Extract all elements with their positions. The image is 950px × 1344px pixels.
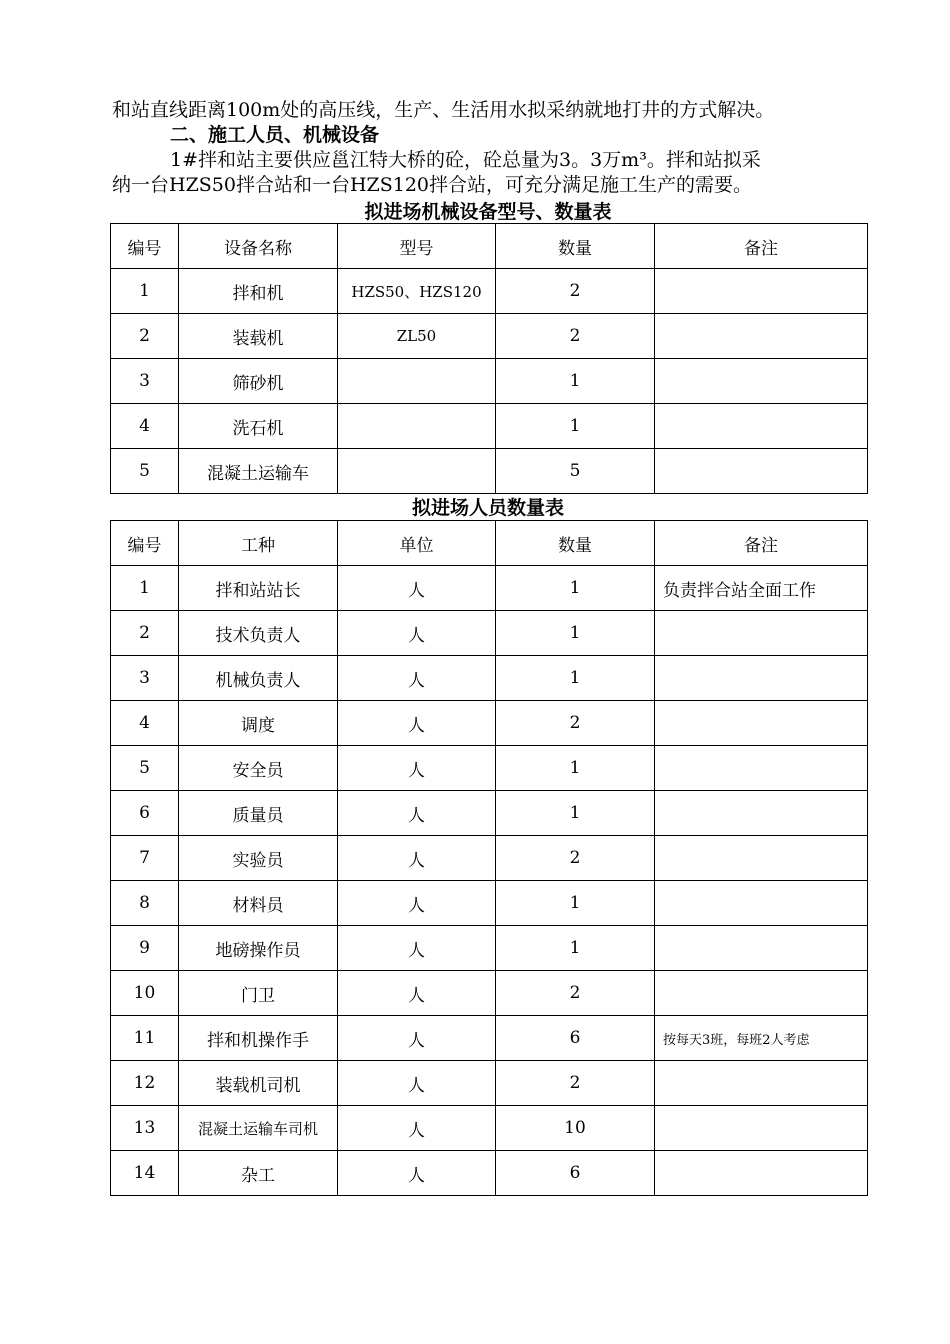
personnel-table xyxy=(110,520,868,1196)
header-cell: 单位 xyxy=(338,521,496,566)
paragraph-line-2: 纳一台HZS50拌合站和一台HZS120拌合站，可充分满足施工生产的需要。 xyxy=(112,174,753,196)
header-cell: 备注 xyxy=(655,224,868,269)
table-cell xyxy=(655,449,868,494)
header-cell: 型号 xyxy=(338,224,496,269)
intro-line: 和站直线距离100m处的高压线，生产、生活用水拟采纳就地打井的方式解决。 xyxy=(112,99,775,121)
table-cell: 1 xyxy=(496,404,655,449)
table-cell: 6 xyxy=(496,1016,655,1061)
table-cell xyxy=(655,1106,868,1151)
table-cell: 3 xyxy=(111,359,179,404)
table-cell: 1 xyxy=(496,566,655,611)
table-cell: 人 xyxy=(338,791,496,836)
table-cell: 5 xyxy=(111,449,179,494)
table-cell: 人 xyxy=(338,611,496,656)
header-cell: 数量 xyxy=(496,224,655,269)
personnel-table-header xyxy=(111,521,868,566)
table-cell: 2 xyxy=(111,314,179,359)
table-cell: 1 xyxy=(111,566,179,611)
table-cell: 人 xyxy=(338,1061,496,1106)
table-row xyxy=(111,701,868,746)
table-cell: 安全员 xyxy=(179,746,338,791)
table-cell: 拌和机 xyxy=(179,269,338,314)
table-cell: 门卫 xyxy=(179,971,338,1016)
table-cell: 1 xyxy=(111,269,179,314)
table-cell xyxy=(338,404,496,449)
header-cell: 编号 xyxy=(111,224,179,269)
table-cell xyxy=(655,656,868,701)
table-cell: 负责拌合站全面工作 xyxy=(655,566,868,611)
header-cell: 工种 xyxy=(179,521,338,566)
table-cell: ZL50 xyxy=(338,314,496,359)
header-cell: 备注 xyxy=(655,521,868,566)
table-cell: 技术负责人 xyxy=(179,611,338,656)
table-cell xyxy=(655,404,868,449)
table-cell: 5 xyxy=(496,449,655,494)
header-cell: 设备名称 xyxy=(179,224,338,269)
table-cell: 2 xyxy=(496,971,655,1016)
table-row xyxy=(111,1106,868,1151)
table-cell: 13 xyxy=(111,1106,179,1151)
paragraph-line-1: 1#拌和站主要供应邕江特大桥的砼，砼总量为3。3万m³。拌和站拟采 xyxy=(170,149,761,171)
table-row xyxy=(111,269,868,314)
table-row xyxy=(111,1061,868,1106)
table-cell: 人 xyxy=(338,1151,496,1196)
table-cell: 10 xyxy=(111,971,179,1016)
table-cell: 5 xyxy=(111,746,179,791)
table-cell: 9 xyxy=(111,926,179,971)
table-cell: 混凝土运输车司机 xyxy=(179,1106,338,1151)
table-row xyxy=(111,971,868,1016)
table-cell: 人 xyxy=(338,701,496,746)
table-cell: 6 xyxy=(496,1151,655,1196)
table-cell xyxy=(655,746,868,791)
table-cell: 2 xyxy=(496,836,655,881)
table-cell: 12 xyxy=(111,1061,179,1106)
table-cell: 装载机司机 xyxy=(179,1061,338,1106)
table-cell: 10 xyxy=(496,1106,655,1151)
table-row xyxy=(111,881,868,926)
table-cell: 1 xyxy=(496,611,655,656)
table-cell: 按每天3班，每班2人考虑 xyxy=(655,1016,868,1061)
table-row xyxy=(111,836,868,881)
table-cell: 1 xyxy=(496,746,655,791)
table-row xyxy=(111,314,868,359)
table-row xyxy=(111,746,868,791)
table-cell: 人 xyxy=(338,836,496,881)
table-cell xyxy=(338,359,496,404)
table-cell: 2 xyxy=(496,1061,655,1106)
table-cell: 材料员 xyxy=(179,881,338,926)
table-cell xyxy=(655,314,868,359)
table-cell: 6 xyxy=(111,791,179,836)
table-cell xyxy=(655,881,868,926)
table-cell xyxy=(655,701,868,746)
table-cell: 实验员 xyxy=(179,836,338,881)
table-cell xyxy=(338,449,496,494)
table-cell: 人 xyxy=(338,566,496,611)
table-cell xyxy=(655,611,868,656)
table-cell: 2 xyxy=(496,269,655,314)
table-cell xyxy=(655,971,868,1016)
table-cell: 人 xyxy=(338,656,496,701)
section-heading: 二、施工人员、机械设备 xyxy=(170,124,380,146)
table-cell: 4 xyxy=(111,404,179,449)
table-cell: 1 xyxy=(496,926,655,971)
table-cell: 11 xyxy=(111,1016,179,1061)
table-cell: 8 xyxy=(111,881,179,926)
table-cell xyxy=(655,791,868,836)
table-cell xyxy=(655,926,868,971)
table-cell xyxy=(655,836,868,881)
table-cell: 1 xyxy=(496,656,655,701)
table-cell xyxy=(655,1061,868,1106)
table-cell: 地磅操作员 xyxy=(179,926,338,971)
table-cell: 7 xyxy=(111,836,179,881)
table-cell: 1 xyxy=(496,359,655,404)
table-row xyxy=(111,1151,868,1196)
header-cell: 数量 xyxy=(496,521,655,566)
table-cell: 筛砂机 xyxy=(179,359,338,404)
table-cell: 2 xyxy=(496,701,655,746)
table-cell: 拌和机操作手 xyxy=(179,1016,338,1061)
table-cell: 人 xyxy=(338,926,496,971)
table-row xyxy=(111,359,868,404)
table-cell: 调度 xyxy=(179,701,338,746)
table-cell: 混凝土运输车 xyxy=(179,449,338,494)
header-cell: 编号 xyxy=(111,521,179,566)
table-row xyxy=(111,449,868,494)
table-cell: 质量员 xyxy=(179,791,338,836)
table-cell: 人 xyxy=(338,746,496,791)
table-cell: 拌和站站长 xyxy=(179,566,338,611)
table-cell: 杂工 xyxy=(179,1151,338,1196)
table-cell xyxy=(655,1151,868,1196)
table-cell: 洗石机 xyxy=(179,404,338,449)
table-cell: 2 xyxy=(496,314,655,359)
equipment-table xyxy=(110,223,868,494)
table-cell: 人 xyxy=(338,881,496,926)
table-cell: 人 xyxy=(338,971,496,1016)
table-row xyxy=(111,566,868,611)
table-cell: 1 xyxy=(496,881,655,926)
table-cell: 人 xyxy=(338,1016,496,1061)
table-cell xyxy=(655,359,868,404)
table-cell: 3 xyxy=(111,656,179,701)
table-cell: HZS50、HZS120 xyxy=(338,269,496,314)
table-cell: 人 xyxy=(338,1106,496,1151)
table-row xyxy=(111,1016,868,1061)
table-cell: 14 xyxy=(111,1151,179,1196)
table-row xyxy=(111,656,868,701)
table-cell: 4 xyxy=(111,701,179,746)
table-row xyxy=(111,791,868,836)
table-cell: 1 xyxy=(496,791,655,836)
table-row xyxy=(111,611,868,656)
equipment-table-title: 拟进场机械设备型号、数量表 xyxy=(364,201,612,223)
table-cell xyxy=(655,269,868,314)
table-row xyxy=(111,926,868,971)
personnel-table-title: 拟进场人员数量表 xyxy=(411,497,564,519)
table-cell: 装载机 xyxy=(179,314,338,359)
table-cell: 2 xyxy=(111,611,179,656)
equipment-table-header xyxy=(111,224,868,269)
table-cell: 机械负责人 xyxy=(179,656,338,701)
table-row xyxy=(111,404,868,449)
